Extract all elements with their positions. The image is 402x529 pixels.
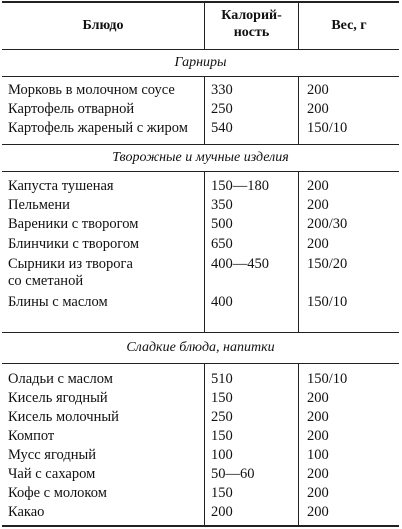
dish-cell: Капуста тушеная (8, 178, 114, 194)
section-title-sweets-drinks: Сладкие блюда, напитки (126, 340, 275, 355)
table-bottom-rule (2, 525, 399, 527)
calories-cell: 650 (211, 236, 233, 252)
calories-cell: 150 (211, 428, 233, 444)
dish-cell: Пельмени (8, 197, 70, 213)
dish-cell: Кофе с молоком (8, 485, 107, 501)
weight-cell: 200 (307, 82, 329, 98)
weight-cell: 200 (307, 504, 329, 520)
dish-column-header: Блюдо (82, 18, 124, 33)
dish-cell: Сырники из творога (8, 256, 133, 272)
section-title-garnish: Гарниры (174, 55, 227, 70)
dish-cell: Картофель жареный с жиром (8, 120, 188, 136)
weight-cell: 200 (307, 390, 329, 406)
weight-cell: 200 (307, 485, 329, 501)
calories-cell: 400—450 (211, 256, 269, 272)
section-1-col-rule-1 (204, 76, 205, 144)
calories-cell: 150 (211, 485, 233, 501)
section-2-col-rule-2 (298, 171, 299, 332)
weight-cell: 150/10 (307, 294, 348, 310)
calories-cell: 500 (211, 216, 233, 232)
section-3-title-bottom-rule (2, 363, 399, 364)
dish-cell: Блинчики с творогом (8, 236, 140, 252)
section-3-title-top-rule (2, 332, 399, 333)
dish-cell: Мусс ягодный (8, 447, 97, 463)
calories-cell: 510 (211, 371, 233, 387)
calories-cell: 150 (211, 390, 233, 406)
section-2-col-rule-1 (204, 171, 205, 332)
section-2-title-top-rule (2, 144, 399, 145)
weight-cell: 200 (307, 428, 329, 444)
weight-cell: 200/30 (307, 216, 348, 232)
weight-cell: 200 (307, 409, 329, 425)
calories-cell: 400 (211, 294, 233, 310)
weight-cell: 100 (307, 447, 329, 463)
calories-header-line-1: Калорий- (221, 8, 282, 23)
section-1-title-rule (2, 76, 399, 77)
calories-cell: 250 (211, 409, 233, 425)
section-3-col-rule-1 (204, 363, 205, 526)
weight-column-header: Вес, г (331, 18, 367, 33)
calories-cell: 100 (211, 447, 233, 463)
dish-cell: Морковь в молочном соусе (8, 82, 175, 98)
weight-cell: 200 (307, 101, 329, 117)
dish-cell-line-2: со сметаной (8, 273, 84, 289)
header-bottom-rule (2, 49, 399, 50)
section-title-curd-flour: Творожные и мучные изделия (112, 150, 289, 165)
weight-cell: 150/10 (307, 120, 348, 136)
weight-cell: 200 (307, 466, 329, 482)
dish-cell: Блины с маслом (8, 294, 108, 310)
dish-cell: Кисель молочный (8, 409, 119, 425)
table-top-rule (2, 1, 399, 3)
section-1-col-rule-2 (298, 76, 299, 144)
weight-cell: 150/20 (307, 256, 348, 272)
calories-cell: 200 (211, 504, 233, 520)
dish-cell: Чай с сахаром (8, 466, 96, 482)
calories-cell: 330 (211, 82, 233, 98)
calories-cell: 250 (211, 101, 233, 117)
weight-cell: 200 (307, 236, 329, 252)
dish-cell: Кисель ягодный (8, 390, 108, 406)
dish-cell: Вареники с творогом (8, 216, 139, 232)
calories-cell: 150—180 (211, 178, 269, 194)
section-2-title-bottom-rule (2, 171, 399, 172)
weight-cell: 200 (307, 197, 329, 213)
weight-cell: 150/10 (307, 371, 348, 387)
dish-cell: Какао (8, 504, 45, 520)
calories-cell: 50—60 (211, 466, 255, 482)
weight-cell: 200 (307, 178, 329, 194)
dish-cell: Компот (8, 428, 55, 444)
calories-header-line-2: ность (233, 25, 270, 40)
calories-cell: 540 (211, 120, 233, 136)
dish-cell: Оладьи с маслом (8, 371, 113, 387)
calories-column-header (205, 7, 298, 41)
section-3-col-rule-2 (298, 363, 299, 526)
calories-cell: 350 (211, 197, 233, 213)
dish-cell: Картофель отварной (8, 101, 135, 117)
